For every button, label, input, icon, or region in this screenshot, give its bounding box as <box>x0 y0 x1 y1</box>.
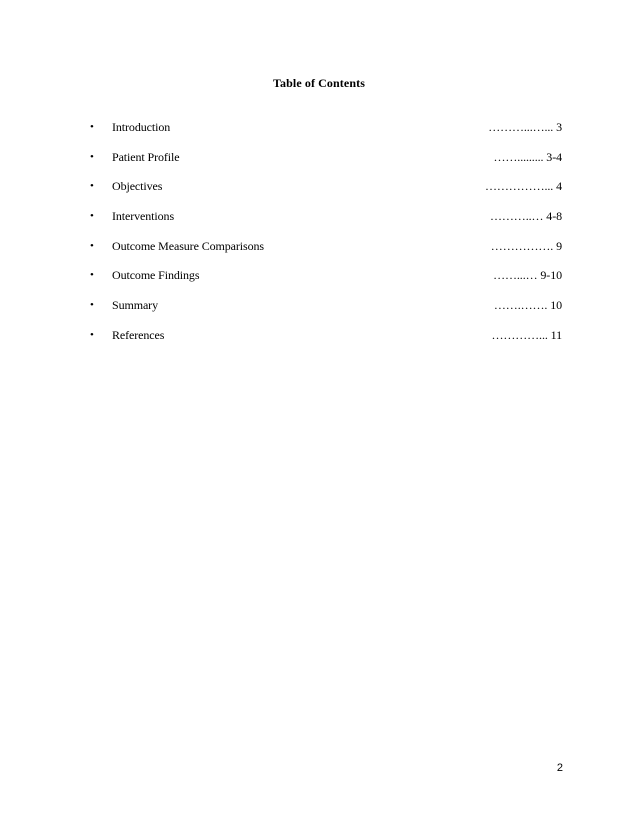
toc-item-page: ……......... 3-4 <box>493 149 562 164</box>
toc-title: Table of Contents <box>273 76 365 90</box>
toc-item <box>0 208 638 238</box>
toc-item-label: Outcome Measure Comparisons <box>112 238 264 253</box>
bullet-icon: • <box>90 150 94 163</box>
bullet-icon: • <box>90 239 94 252</box>
toc-item-page: ………...…... 3 <box>488 120 562 134</box>
toc-item-label: Introduction <box>112 120 171 134</box>
toc-item-label: Patient Profile <box>112 149 180 164</box>
toc-item-page: ……………... 4 <box>484 179 562 194</box>
toc-item <box>0 149 638 179</box>
toc-item-page: …………... 11 <box>491 327 562 342</box>
toc-item-label: Outcome Findings <box>112 268 200 283</box>
toc-item-label: Summary <box>112 298 158 313</box>
toc-item <box>0 178 638 208</box>
toc-item-page: …….……. 10 <box>493 298 562 313</box>
page-number: 2 <box>556 762 563 774</box>
toc-list <box>0 119 638 357</box>
toc-item-label: Objectives <box>112 179 163 194</box>
bullet-icon: • <box>90 328 94 341</box>
toc-item <box>0 119 638 149</box>
bullet-icon: • <box>90 299 94 312</box>
toc-item-label: Interventions <box>112 209 175 224</box>
bullet-icon: • <box>90 180 94 193</box>
toc-item-label: References <box>112 327 165 342</box>
toc-item-page: ……………. 9 <box>490 238 562 253</box>
bullet-icon: • <box>90 121 94 133</box>
bullet-icon: • <box>90 269 94 282</box>
toc-item <box>0 327 638 357</box>
toc-item <box>0 297 638 327</box>
toc-item <box>0 267 638 297</box>
toc-item-page: ……...… 9-10 <box>493 268 562 283</box>
toc-item-page: ………..… 4-8 <box>490 209 562 224</box>
bullet-icon: • <box>90 210 94 223</box>
toc-item <box>0 238 638 268</box>
